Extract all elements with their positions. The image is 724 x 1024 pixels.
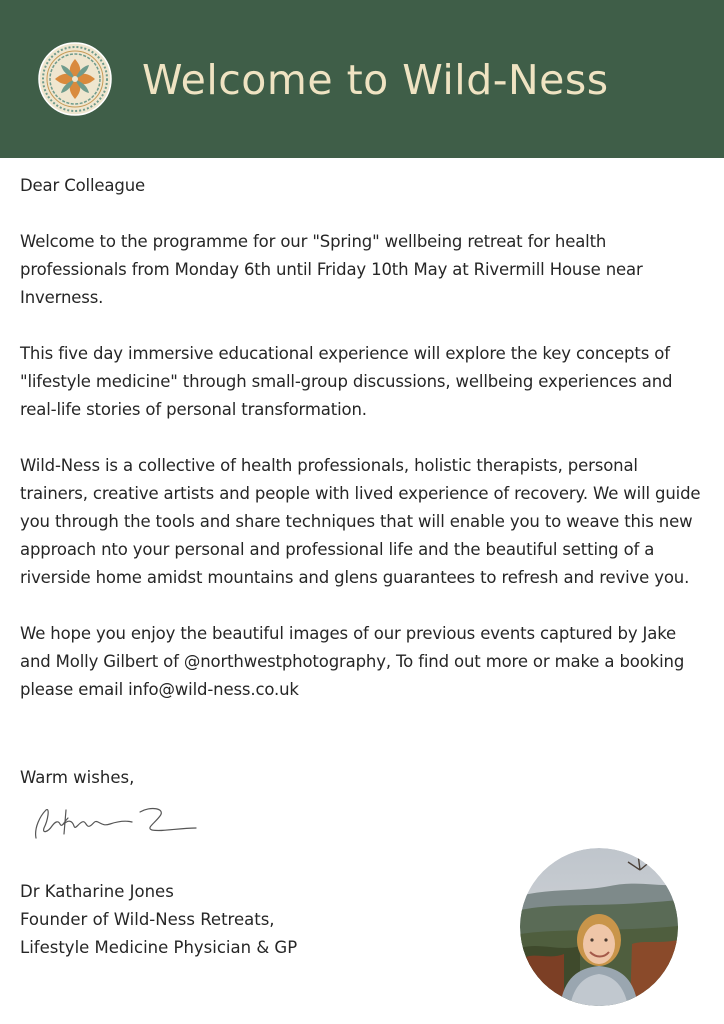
letter-signoff <box>20 878 297 962</box>
mandala-flower-logo-icon <box>38 42 112 116</box>
author-portrait-photo-icon <box>520 848 678 1006</box>
letter-body <box>20 172 710 732</box>
header-banner <box>0 0 724 158</box>
page-title: Welcome to Wild-Ness <box>142 56 609 104</box>
letter-paragraph-3: Wild-Ness is a collective of health professionals, holistic therapists, personal trainers, creative artists and people with lived experience of recovery. We will guide you through the tools and share techniques that will enable you to weave this new approach nto your personal and professional life and the beautiful setting of a riverside home amidst mountains and glens guarantees to refresh and revive you. <box>20 456 701 587</box>
author-role: Founder of Wild-Ness Retreats, <box>20 910 275 929</box>
author-name: Dr Katharine Jones <box>20 882 174 901</box>
author-title: Lifestyle Medicine Physician & GP <box>20 938 298 957</box>
handwritten-signature-icon <box>28 798 208 848</box>
letter-greeting: Dear Colleague <box>20 176 146 195</box>
letter-paragraph-2: This five day immersive educational experience will explore the key concepts of "lifestyle medicine" through small-group discussions, wellbeing experiences and real-life stories of personal transformation. <box>20 344 673 419</box>
letter-paragraph-1: Welcome to the programme for our "Spring" wellbeing retreat for health professionals from Monday 6th until Friday 10th May at Rivermill House near Inverness. <box>20 232 643 307</box>
letter-closing: Warm wishes, <box>20 768 135 787</box>
letter-paragraph-4: We hope you enjoy the beautiful images of our previous events captured by Jake and Molly Gilbert of @northwestphotography, To find out more or make a booking please email info@wild-ness.co.uk <box>20 624 685 699</box>
